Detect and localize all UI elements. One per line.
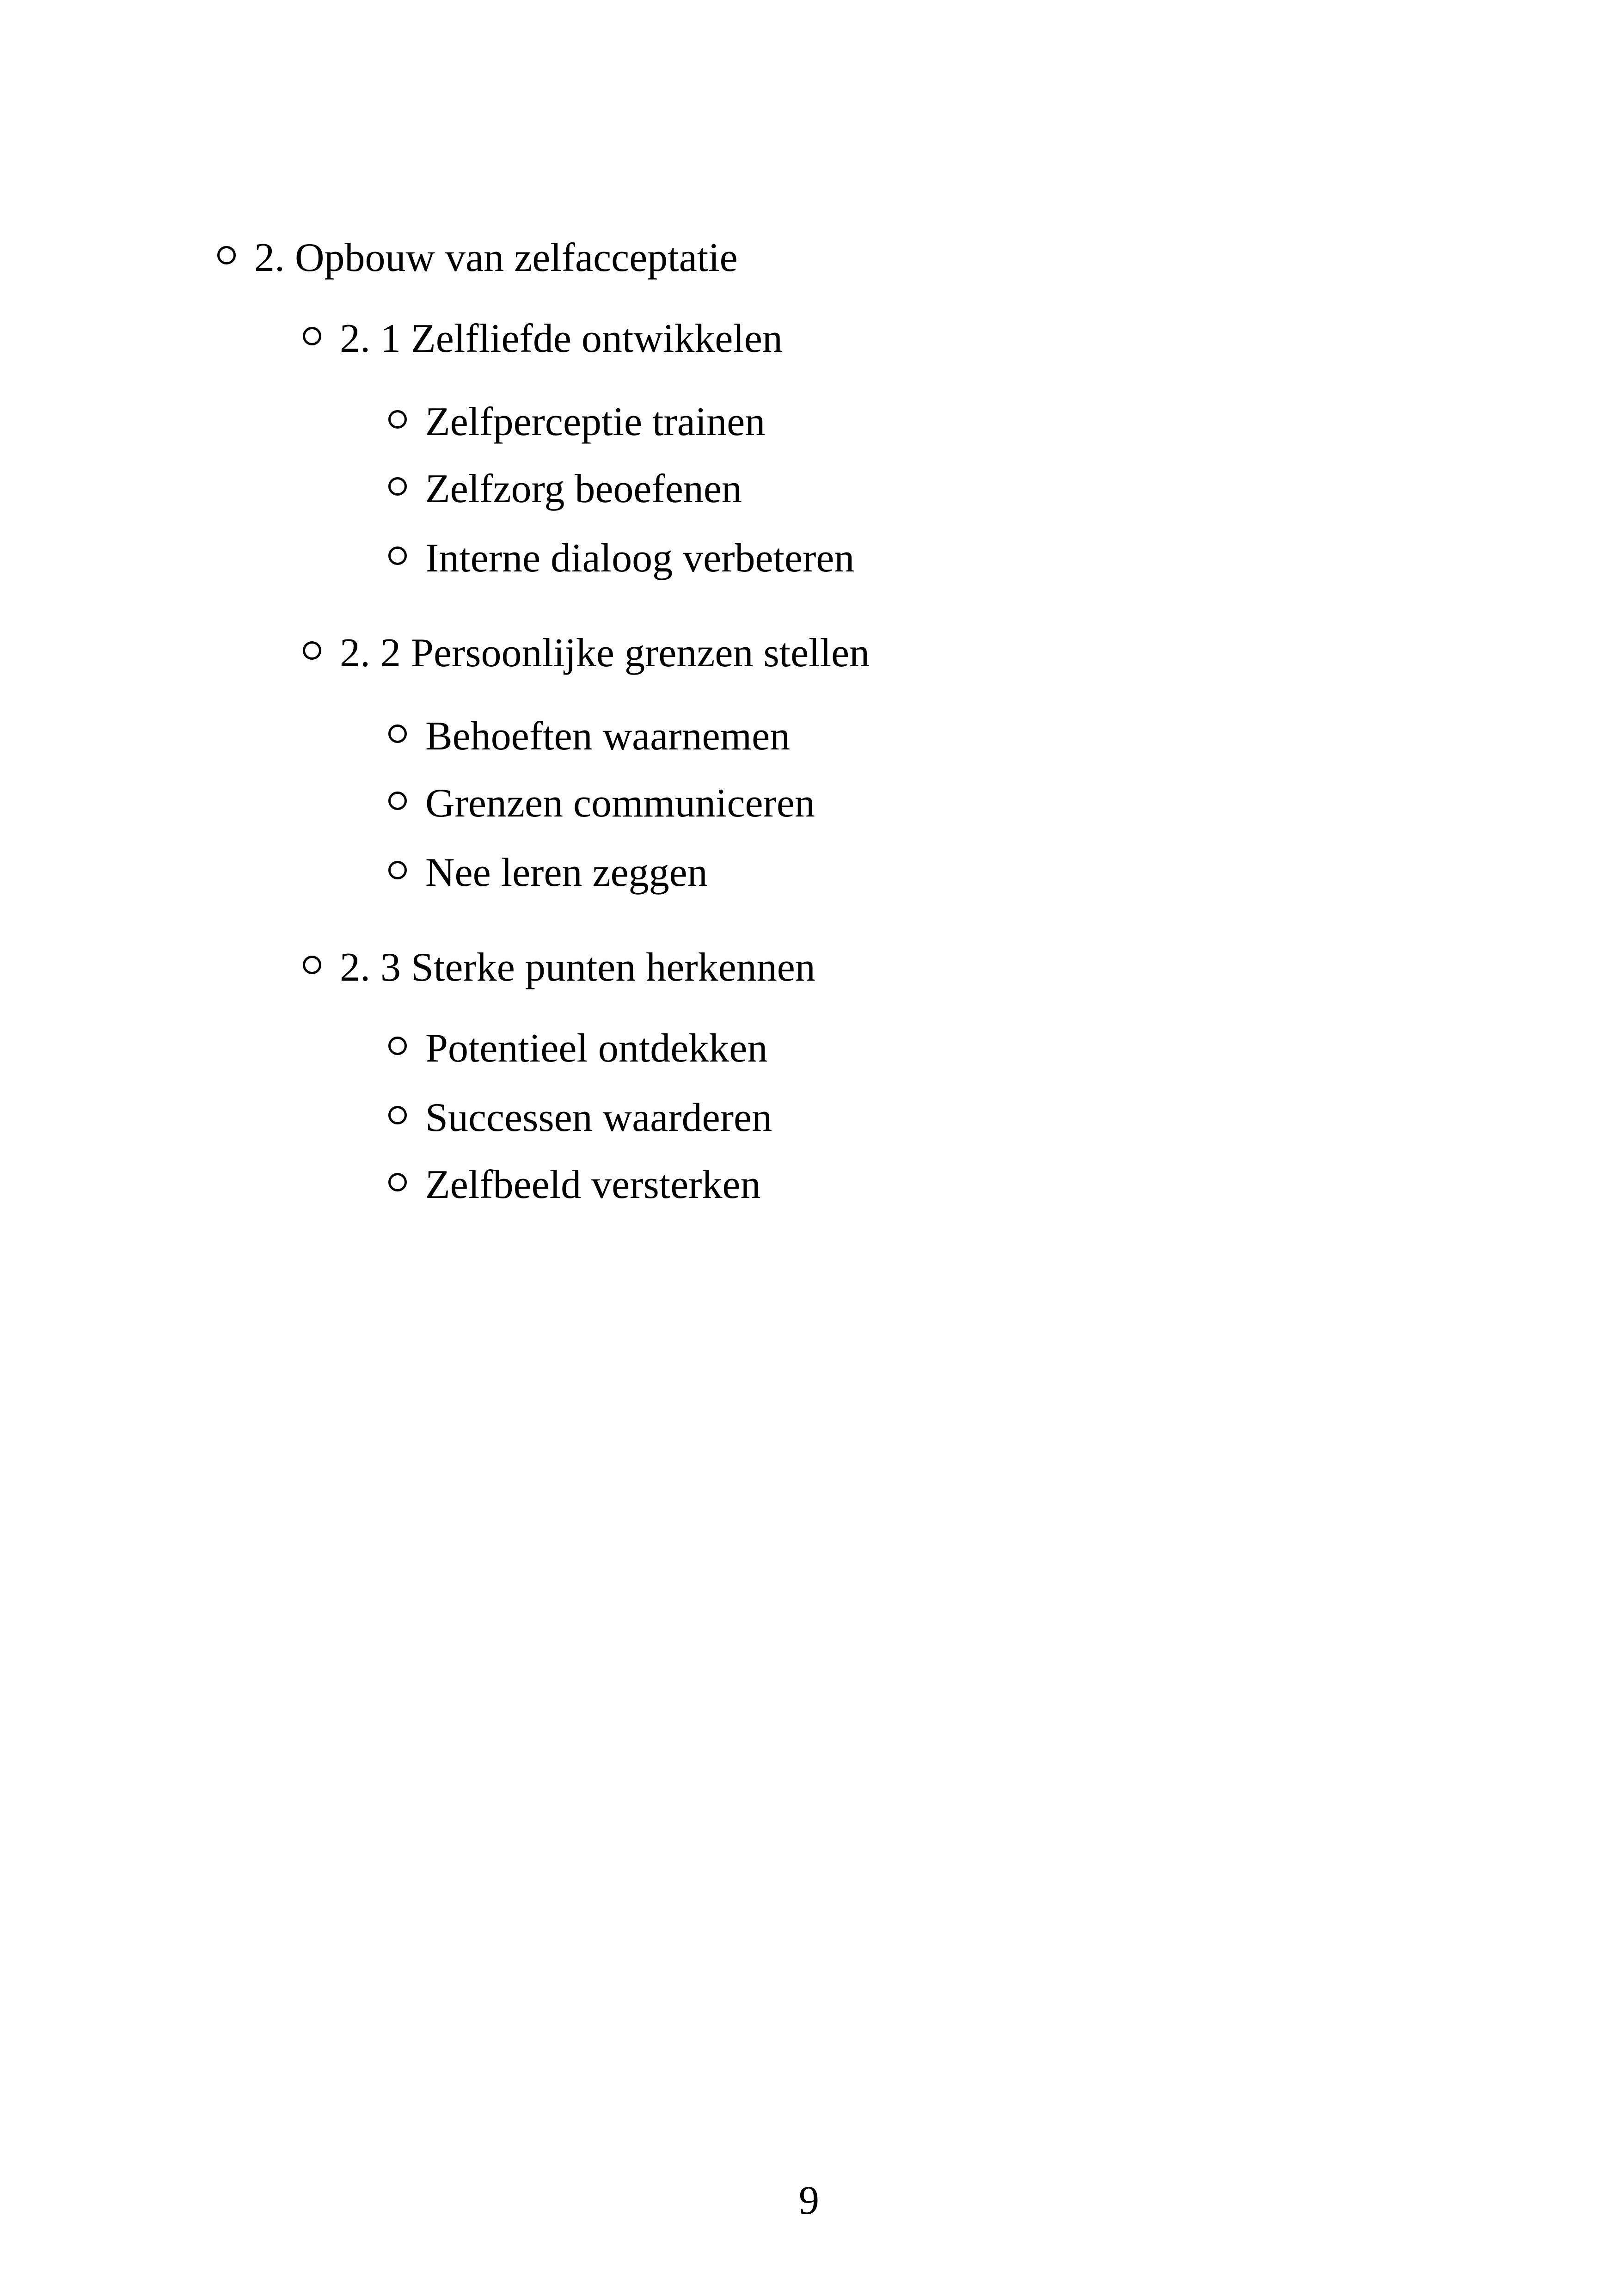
circle-outline-icon — [388, 1173, 407, 1191]
circle-outline-icon — [388, 1106, 407, 1124]
list-item — [388, 772, 815, 828]
list-item-label: Zelfzorg beoefenen — [425, 466, 742, 511]
list-item-label: Potentieel ontdekken — [425, 1025, 768, 1071]
subsection-heading-label: 2. 3 Sterke punten herkennen — [340, 945, 815, 990]
list-item — [388, 1087, 772, 1142]
circle-outline-icon — [388, 1037, 407, 1055]
page-number: 9 — [799, 2178, 819, 2223]
subsection-heading — [303, 307, 783, 363]
list-item — [388, 458, 742, 513]
circle-outline-icon — [388, 724, 407, 743]
circle-outline-icon — [388, 861, 407, 879]
list-item — [388, 705, 790, 761]
list-item-label: Interne dialoog verbeteren — [425, 535, 855, 581]
circle-outline-icon — [388, 792, 407, 810]
list-item-label: Nee leren zeggen — [425, 850, 708, 895]
circle-outline-icon — [217, 246, 236, 264]
subsection-heading — [303, 622, 870, 677]
list-item — [388, 527, 854, 583]
circle-outline-icon — [388, 477, 407, 496]
list-item-label: Grenzen communiceren — [425, 780, 815, 826]
list-item-label: Zelfbeeld versterken — [425, 1162, 761, 1207]
list-item-label: Zelfperceptie trainen — [425, 399, 766, 444]
list-item — [388, 1154, 761, 1209]
list-item — [388, 391, 765, 446]
circle-outline-icon — [388, 410, 407, 429]
list-item — [388, 841, 708, 897]
circle-outline-icon — [303, 327, 321, 345]
list-item-label: Successen waarderen — [425, 1095, 772, 1140]
subsection-heading — [303, 936, 815, 992]
list-item — [388, 1017, 767, 1073]
circle-outline-icon — [388, 546, 407, 565]
section-heading — [217, 227, 738, 282]
subsection-heading-label: 2. 1 Zelfliefde ontwikkelen — [340, 316, 783, 361]
circle-outline-icon — [303, 956, 321, 974]
circle-outline-icon — [303, 641, 321, 660]
section-heading-label: 2. Opbouw van zelfacceptatie — [254, 235, 738, 280]
subsection-heading-label: 2. 2 Persoonlijke grenzen stellen — [340, 630, 870, 675]
list-item-label: Behoeften waarnemen — [425, 713, 791, 759]
